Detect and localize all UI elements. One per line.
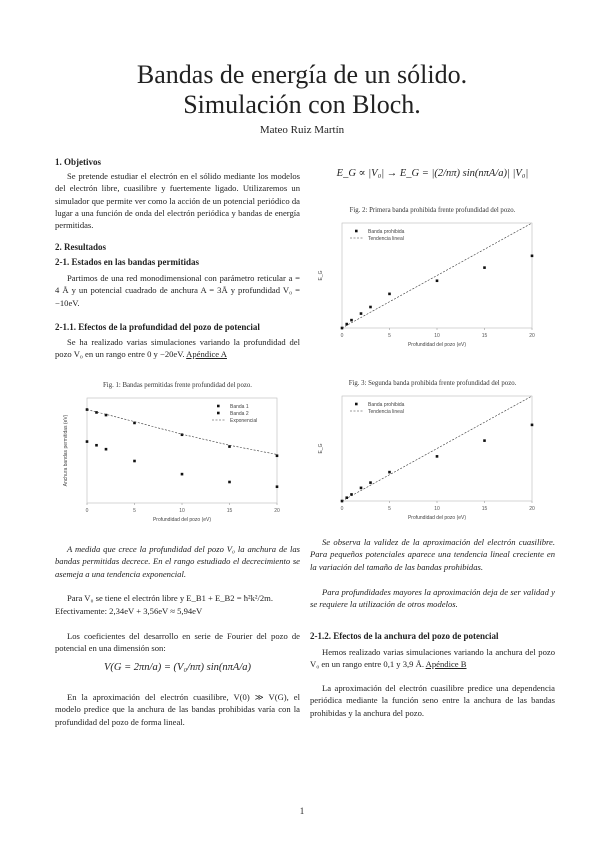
fig1-data-point [86,440,89,443]
title-line-2: Simulación con Bloch. [183,90,421,119]
fig1-data-point [181,433,184,436]
subsection-2-1-1-heading: 2-1.1. Efectos de la profundidad del pozo de potencial [55,322,260,332]
fig2-data-point [483,266,486,269]
fig3-legend-label: Banda prohibida [368,402,405,408]
fig2-data-point [388,293,391,296]
fig1-legend-label: Banda 2 [230,411,249,417]
fig2-data-point [341,327,344,330]
fig3-x-tick-label: 10 [434,506,440,512]
fig3-legend-marker [355,403,358,406]
fig3-data-point [360,487,363,490]
fig3-x-tick-label: 0 [340,506,344,512]
fig3-x-tick-label: 5 [388,506,391,512]
title-line-1: Bandas de energía de un sólido. [136,60,468,89]
section-objetivos-heading: 1. Objetivos [55,157,101,167]
subsection-2-1-1-text: Se ha realizado varias simulaciones variando la profundidad del pozo V₀ en un rango entre 0 y −20eV. [55,337,300,360]
free-electron-text: Para V₀ se tiene el electrón libre y E_B1 + E_B2 = ħ²k²/2m. [67,593,273,603]
fig1-xlabel: Profundidad del pozo (eV) [152,517,212,523]
subsection-2-1-2-body [310,646,555,671]
fig2-data-point [345,323,348,326]
final-paragraph: La aproximación del electrón cuasilibre predice una dependencia periódica mediante la función seno entre la anchura de las bandas prohibidas y la anchura del pozo. [310,683,555,718]
fig1-legend-marker [217,405,220,408]
subsection-2-1-2-text: Hemos realizado varias simulaciones variando la anchura del pozo V₀ en un rango entre 0,1 y 3,9 Å. [310,647,555,670]
fig2-legend-label: Banda prohibida [368,229,405,235]
fig3-xlabel: Profundidad del pozo (eV) [407,515,467,521]
fig2-x-tick-label: 20 [529,333,535,339]
fig3-x-tick-label: 15 [481,506,488,512]
fig1-commentary: A medida que crece la profundidad del pozo V₀ la anchura de las bandas permitidas decrece. En el rango estudiado el decrecimiento se asemeja a una tendencia exponencial. [55,544,300,579]
fig2-data-point [436,279,439,282]
fig2-xlabel: Profundidad del pozo (eV) [407,342,467,348]
fig3-plot [318,396,535,521]
fig1-legend-label: Exponencial [230,418,258,424]
quasi-free-text: En la aproximación del electrón cuasilibre, V(0) ≫ V(G), el modelo predice que la anchura de las bandas prohibidas varía con la profundidad del pozo de forma lineal. [55,692,300,727]
page-number: 1 [299,806,305,816]
fig3-legend-label: Tendencia lineal [368,409,404,415]
fig1-data-point [276,485,279,488]
fig1-data-point [133,460,136,463]
subsection-2-1-1-body [55,336,300,361]
fig1-x-tick-label: 20 [274,508,280,514]
fig1-x-tick-label: 15 [226,508,233,514]
fig1-x-tick-label: 10 [179,508,185,514]
fig2-data-point [360,312,363,315]
fig1-legend-marker [217,412,220,415]
appendix-a-link[interactable]: Apéndice A [186,349,227,360]
page-title [0,60,604,120]
fig1-ylabel: Anchura bandas permitidas (eV) [63,414,69,487]
fig2-x-tick-label: 0 [340,333,344,339]
section-resultados-heading: 2. Resultados [55,242,107,252]
fig2-data-point [369,306,372,309]
fig3-data-point [388,471,391,474]
fig2-legend-marker [355,230,358,233]
fig2-x-tick-label: 15 [481,333,488,339]
fig3-data-point [436,455,439,458]
fig2-x-tick-label: 5 [388,333,391,339]
effective-text: Efectivamente: 2,34eV + 3,56eV ≈ 5,94eV [55,606,203,616]
fig3-caption: Fig. 3: Segunda banda prohibida frente profundidad del pozo. [348,380,517,387]
gap-equation: E_G ∝ |V₀| → E_G = |(2/nπ) sin(nπA/a)| |V₀| [336,168,529,179]
subsection-2-1-2-heading: 2-1.2. Efectos de la anchura del pozo de potencial [310,631,499,641]
fig1-data-point [95,444,98,447]
appendix-b-link[interactable]: Apéndice B [425,659,467,670]
fig3-chart [310,388,555,528]
fig1-data-point [105,448,108,451]
fig2-legend-label: Tendencia lineal [368,236,404,242]
fig3-data-point [531,424,534,427]
fig2-ylabel: E_G [318,270,324,281]
fig3-data-point [483,439,486,442]
fig1-data-point [276,454,279,457]
fig1-data-point [228,481,231,484]
fourier-text: Los coeficientes del desarrollo en serie de Fourier del pozo de potencial en una dimensión son: [55,631,300,654]
fig3-data-point [341,500,344,503]
larger-depth-commentary: Para profundidades mayores la aproximación deja de ser validad y se requiere la utilización de otros modelos. [310,587,555,610]
fig3-ylabel: E_G [318,443,324,454]
section-objetivos-body: Se pretende estudiar el electrón en el sólido mediante los modelos del electrón libre, cuasilibre y fuertemente ligado. Utilizaremos un simulador que permite ver como la acción de un potencial periódico da lugar a una función de onda del electrón periódica y bandas de energía permitidas. [55,171,300,231]
fig2-caption: Fig. 2: Primera banda prohibida frente profundidad del pozo. [349,207,516,214]
fig1-x-tick-label: 0 [85,508,89,514]
fig1-data-point [181,473,184,476]
subsection-2-1-heading: 2-1. Estados en las bandas permitidas [55,257,200,267]
validity-commentary: Se observa la validez de la aproximación del electrón cuasilibre. Para pequeños potenciales aparece una tendencia lineal creciente en la variación del tamaño de las bandas prohibidas. [310,537,555,572]
fig2-data-point [531,255,534,258]
fig2-chart [310,215,555,355]
fig3-data-point [369,481,372,484]
subsection-2-1-body: Partimos de una red monodimensional con parámetro reticular a = 4 Å y un potencial cuadrado de anchura A = 3Å y profundidad V₀ = −10eV. [55,273,300,308]
fig1-chart [55,390,300,530]
fourier-equation: V(G = 2πn/a) = (V₀/nπ) sin(nπA/a) [103,662,252,673]
fig2-data-point [350,319,353,322]
fig2-x-tick-label: 10 [434,333,440,339]
fig1-legend-label: Banda 1 [230,404,249,410]
author: Mateo Ruiz Martín [259,124,345,136]
fig1-plot [63,398,280,523]
fig1-x-tick-label: 5 [133,508,136,514]
fig3-x-tick-label: 20 [529,506,535,512]
fig1-caption: Fig. 1: Bandas permitidas frente profundidad del pozo. [103,382,252,389]
fig2-plot [318,223,535,348]
